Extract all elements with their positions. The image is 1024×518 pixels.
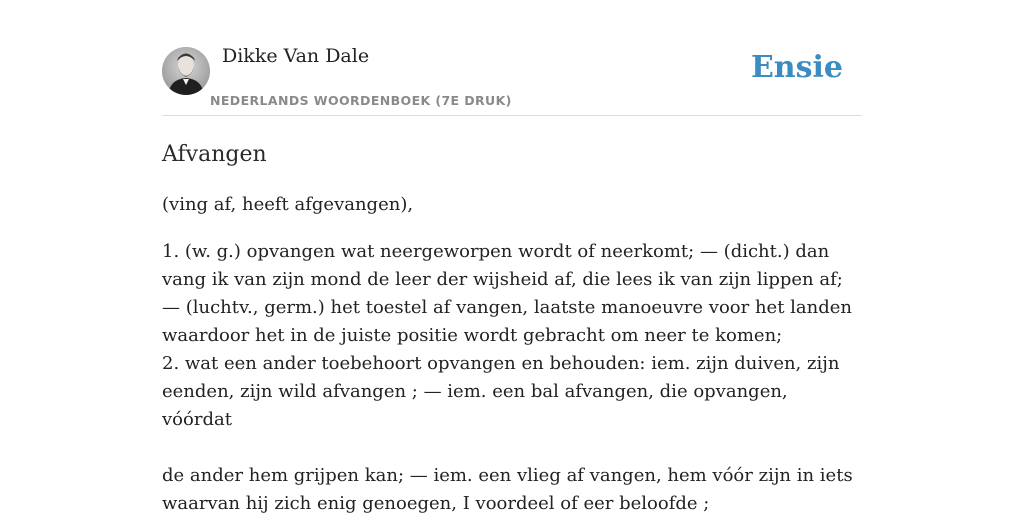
brand-logo-link[interactable]: Ensie xyxy=(750,50,843,85)
entry-forms: (ving af, heeft afgevangen), xyxy=(162,194,414,215)
source-label: NEDERLANDS WOORDENBOEK (7E DRUK) xyxy=(210,93,512,108)
entry-header xyxy=(162,0,862,116)
definition-paragraph: 1. (w. g.) opvangen wat neergeworpen wordt of neerkomt; — (dicht.) dan vang ik van zijn mond de leer der wijsheid af, die lees ik van zijn lippen af; — (luchtv., germ.) het toestel af vangen, laatste manoeuvre voor het landen waardoor het in de juiste positie wordt gebracht om neer te komen; xyxy=(162,241,852,346)
entry-body xyxy=(162,238,862,518)
entry-card xyxy=(162,0,862,518)
definition-paragraph: de ander hem grijpen kan; — iem. een vlieg af vangen, hem vóór zijn in iets waarvan hij zich enig genoegen, I voordeel of eer beloofde ; xyxy=(162,465,853,514)
definition-paragraph: 2. wat een ander toebehoort opvangen en behouden: iem. zijn duiven, zijn eenden, zijn wild afvangen ; — iem. een bal afvangen, die opvangen, vóórdat xyxy=(162,353,840,430)
author-avatar-icon[interactable] xyxy=(162,47,210,95)
entry-title: Afvangen xyxy=(162,142,267,167)
author-name[interactable]: Dikke Van Dale xyxy=(222,45,370,67)
